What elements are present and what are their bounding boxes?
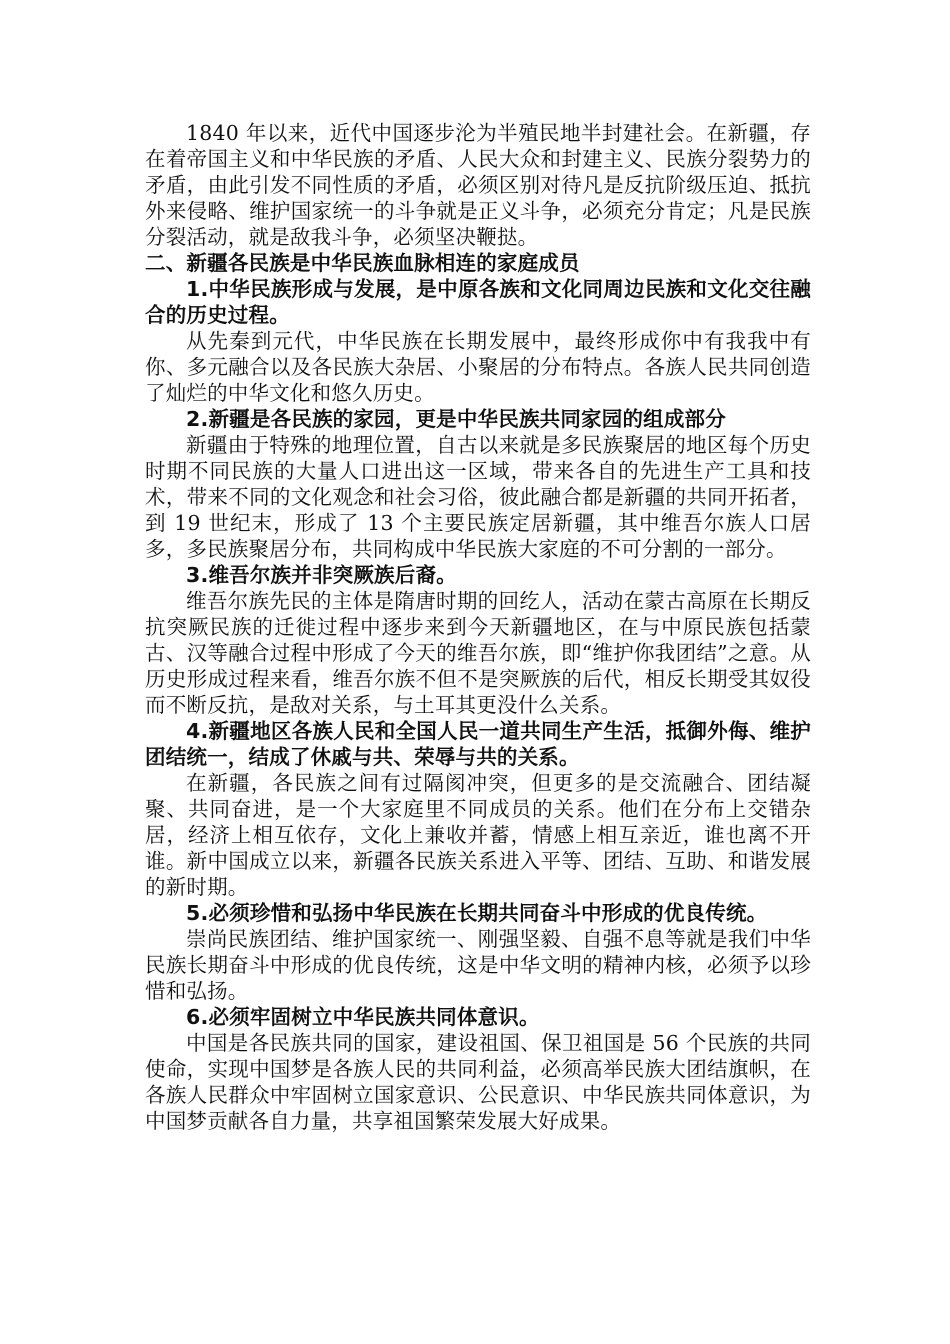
- item-3-body: 维吾尔族先民的主体是隋唐时期的回纥人，活动在蒙古高原在长期反抗突厥民族的迁徙过程中逐步来到今天新疆地区，在与中原民族包括蒙古、汉等融合过程中形成了今天的维吾尔族，即“维护你我团结”之意。从历史形成过程来看，维吾尔族不但不是突厥族的后代，相反长期受其奴役而不断反抗，是敌对关系，与土耳其更没什么关系。: [145, 589, 811, 717]
- item-6-body: 中国是各民族共同的国家，建设祖国、保卫祖国是 56 个民族的共同使命，实现中国梦是各族人民的共同利益，必须高举民族大团结旗帜，在各族人民群众中牢固树立国家意识、公民意识、中华民族共同体意识，为中国梦贡献各自力量，共享祖国繁荣发展大好成果。: [145, 1031, 811, 1133]
- document-body: [145, 120, 811, 1134]
- item-1-body: 从先秦到元代，中华民族在长期发展中，最终形成你中有我我中有你、多元融合以及各民族大杂居、小聚居的分布特点。各族人民共同创造了灿烂的中华文化和悠久历史。: [145, 329, 811, 405]
- item-6-heading: 6.必须牢固树立中华民族共同体意识。: [186, 1005, 540, 1029]
- item-4-body: 在新疆，各民族之间有过隔阂冲突，但更多的是交流融合、团结凝聚、共同奋进，是一个大家庭里不同成员的关系。他们在分布上交错杂居，经济上相互依存，文化上兼收并蓄，情感上相互亲近，谁也离不开谁。新中国成立以来，新疆各民族关系进入平等、团结、互助、和谐发展的新时期。: [145, 771, 811, 899]
- item-4-heading: 4.新疆地区各族人民和全国人民一道共同生产生活，抵御外侮、维护团结统一，结成了休戚与共、荣辱与共的关系。: [145, 719, 811, 769]
- item-5-body: 崇尚民族团结、维护国家统一、刚强坚毅、自强不息等就是我们中华民族长期奋斗中形成的优良传统，这是中华文明的精神内核，必须予以珍惜和弘扬。: [145, 927, 811, 1003]
- item-5-heading: 5.必须珍惜和弘扬中华民族在长期共同奋斗中形成的优良传统。: [186, 901, 768, 925]
- item-2-body: 新疆由于特殊的地理位置，自古以来就是多民族聚居的地区每个历史时期不同民族的大量人口进出这一区域，带来各自的先进生产工具和技术，带来不同的文化观念和社会习俗，彼此融合都是新疆的共同开拓者，到 19 世纪末，形成了 13 个主要民族定居新疆，其中维吾尔族人口居多，多民族聚居分布，共同构成中华民族大家庭的不可分割的一部分。: [145, 433, 811, 561]
- item-2-heading: 2.新疆是各民族的家园，更是中华民族共同家园的组成部分: [186, 407, 726, 431]
- section-title: 二、新疆各民族是中华民族血脉相连的家庭成员: [145, 251, 580, 275]
- item-1-heading: 1.中华民族形成与发展，是中原各族和文化同周边民族和文化交往融合的历史过程。: [145, 277, 811, 327]
- item-3-heading: 3.维吾尔族并非突厥族后裔。: [186, 563, 457, 587]
- intro-paragraph: 1840 年以来，近代中国逐步沦为半殖民地半封建社会。在新疆，存在着帝国主义和中华民族的矛盾、人民大众和封建主义、民族分裂势力的矛盾，由此引发不同性质的矛盾，必须区别对待凡是反抗阶级压迫、抵抗外来侵略、维护国家统一的斗争就是正义斗争，必须充分肯定；凡是民族分裂活动，就是敌我斗争，必须坚决鞭挞。: [145, 121, 811, 249]
